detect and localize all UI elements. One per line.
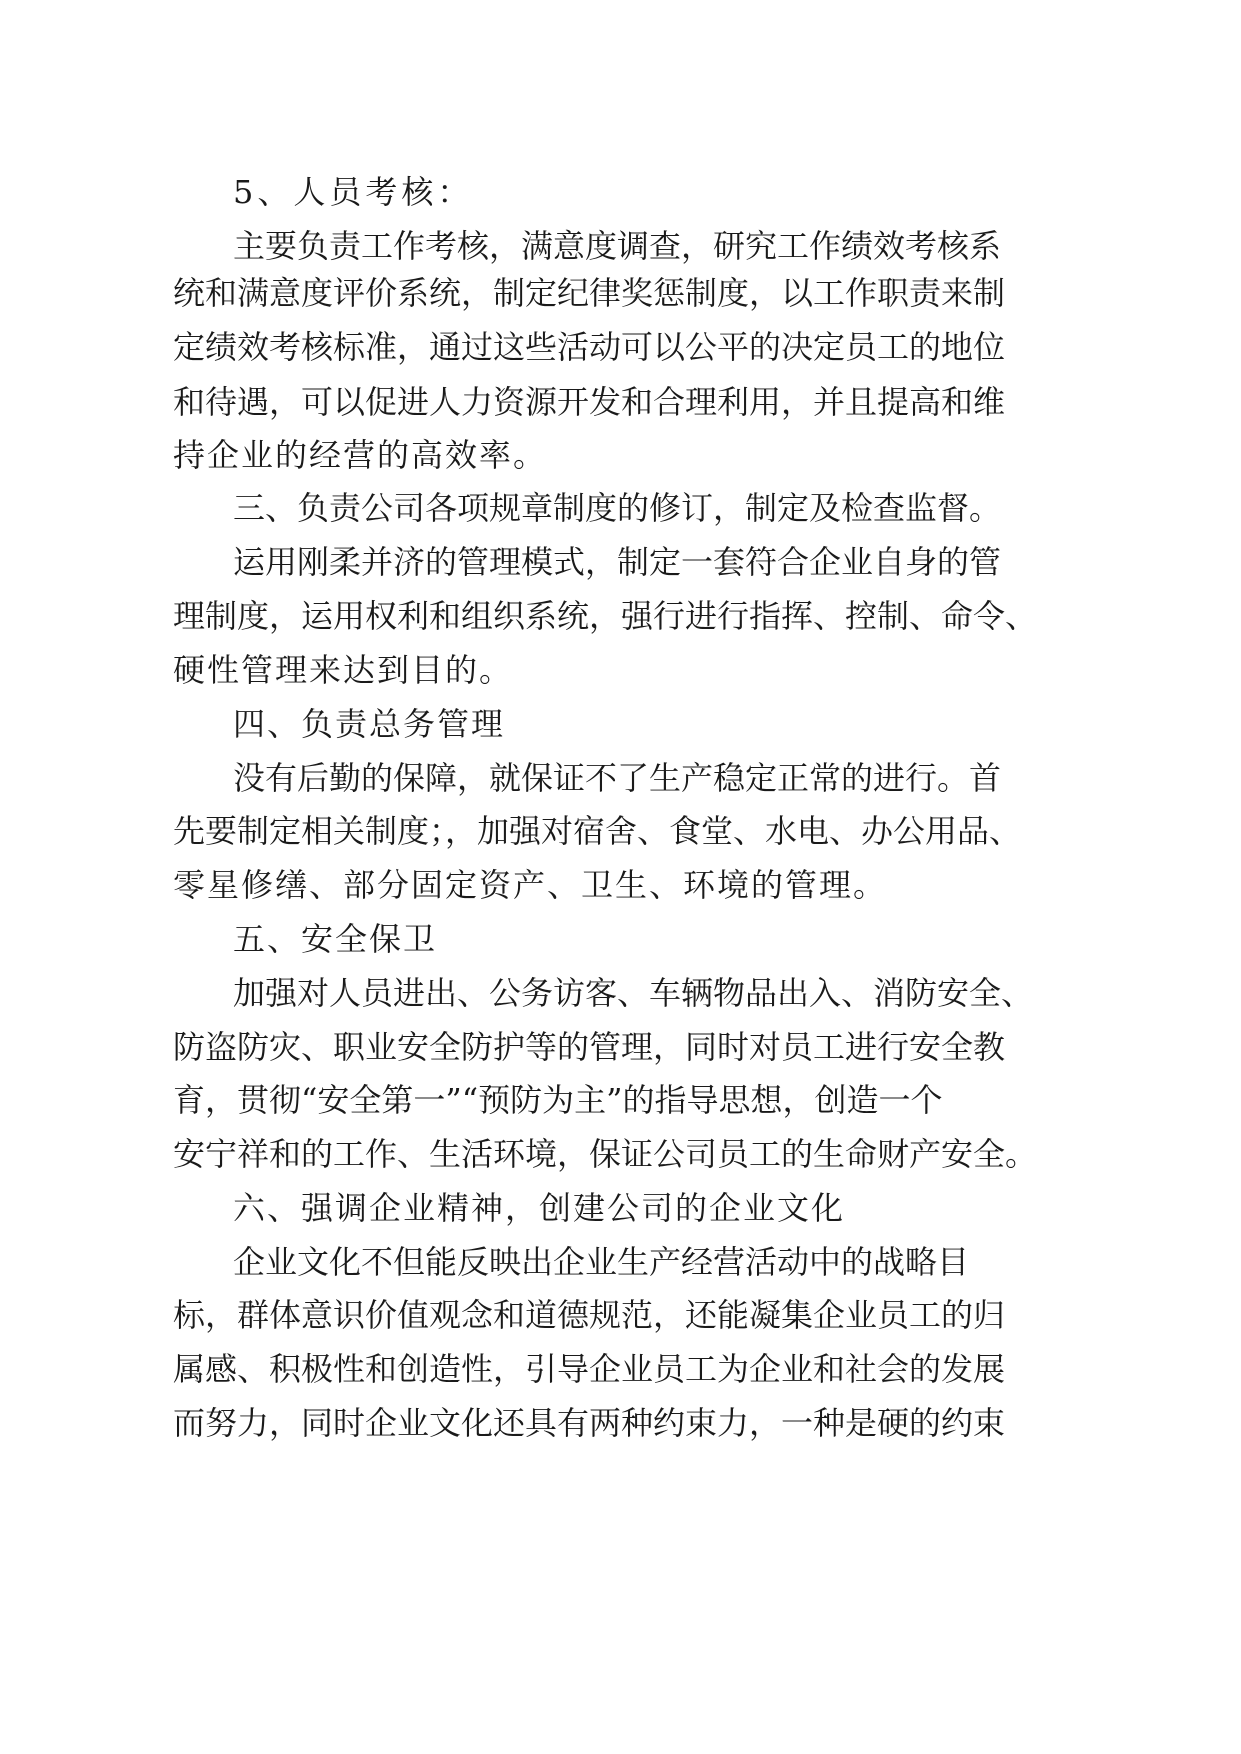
paragraph-line: 防盗防灾、职业安全防护等的管理，同时对员工进行安全教 bbox=[173, 1028, 1006, 1066]
paragraph-line: 安宁祥和的工作、生活环境，保证公司员工的生命财产安全。 bbox=[173, 1135, 1038, 1173]
section-heading-4-general-affairs: 四、负责总务管理 bbox=[233, 705, 506, 743]
paragraph-line: 先要制定相关制度；，加强对宿舍、食堂、水电、办公用品、 bbox=[173, 812, 1022, 850]
paragraph-line: 定绩效考核标准，通过这些活动可以公平的决定员工的地位 bbox=[173, 328, 1006, 366]
paragraph-line: 标，群体意识价值观念和道德规范，还能凝集企业员工的归 bbox=[173, 1296, 1006, 1334]
section-heading-5-personnel-assessment: 5、人员考核： bbox=[233, 173, 474, 211]
paragraph-line: 没有后勤的保障，就保证不了生产稳定正常的进行。首 bbox=[233, 759, 1002, 797]
paragraph-line: 企业文化不但能反映出企业生产经营活动中的战略目 bbox=[233, 1243, 970, 1281]
paragraph-line: 育，贯彻“安全第一”“预防为主”的指导思想，创造一个 bbox=[173, 1081, 943, 1119]
paragraph-line: 属感、积极性和创造性，引导企业员工为企业和社会的发展 bbox=[173, 1350, 1006, 1388]
paragraph-line: 和待遇，可以促进人力资源开发和合理利用，并且提高和维 bbox=[173, 383, 1006, 421]
paragraph-line: 运用刚柔并济的管理模式，制定一套符合企业自身的管 bbox=[233, 543, 1002, 581]
paragraph-line: 硬性管理来达到目的。 bbox=[173, 651, 514, 689]
paragraph-line: 统和满意度评价系统，制定纪律奖惩制度，以工作职责来制 bbox=[173, 274, 1006, 312]
section-heading-3-regulations: 三、负责公司各项规章制度的修订，制定及检查监督。 bbox=[233, 489, 1002, 527]
section-heading-6-corporate-culture: 六、强调企业精神，创建公司的企业文化 bbox=[233, 1189, 846, 1227]
section-heading-5-security: 五、安全保卫 bbox=[233, 920, 438, 958]
paragraph-line: 加强对人员进出、公务访客、车辆物品出入、消防安全、 bbox=[233, 974, 1034, 1012]
paragraph-line: 持企业的经营的高效率。 bbox=[173, 436, 548, 474]
paragraph-line: 主要负责工作考核，满意度调查，研究工作绩效考核系 bbox=[233, 227, 1002, 265]
paragraph-line: 零星修缮、部分固定资产、卫生、环境的管理。 bbox=[173, 866, 888, 904]
paragraph-line: 而努力，同时企业文化还具有两种约束力，一种是硬的约束 bbox=[173, 1404, 1006, 1442]
paragraph-line: 理制度，运用权利和组织系统，强行进行指挥、控制、命令、 bbox=[173, 597, 1038, 635]
